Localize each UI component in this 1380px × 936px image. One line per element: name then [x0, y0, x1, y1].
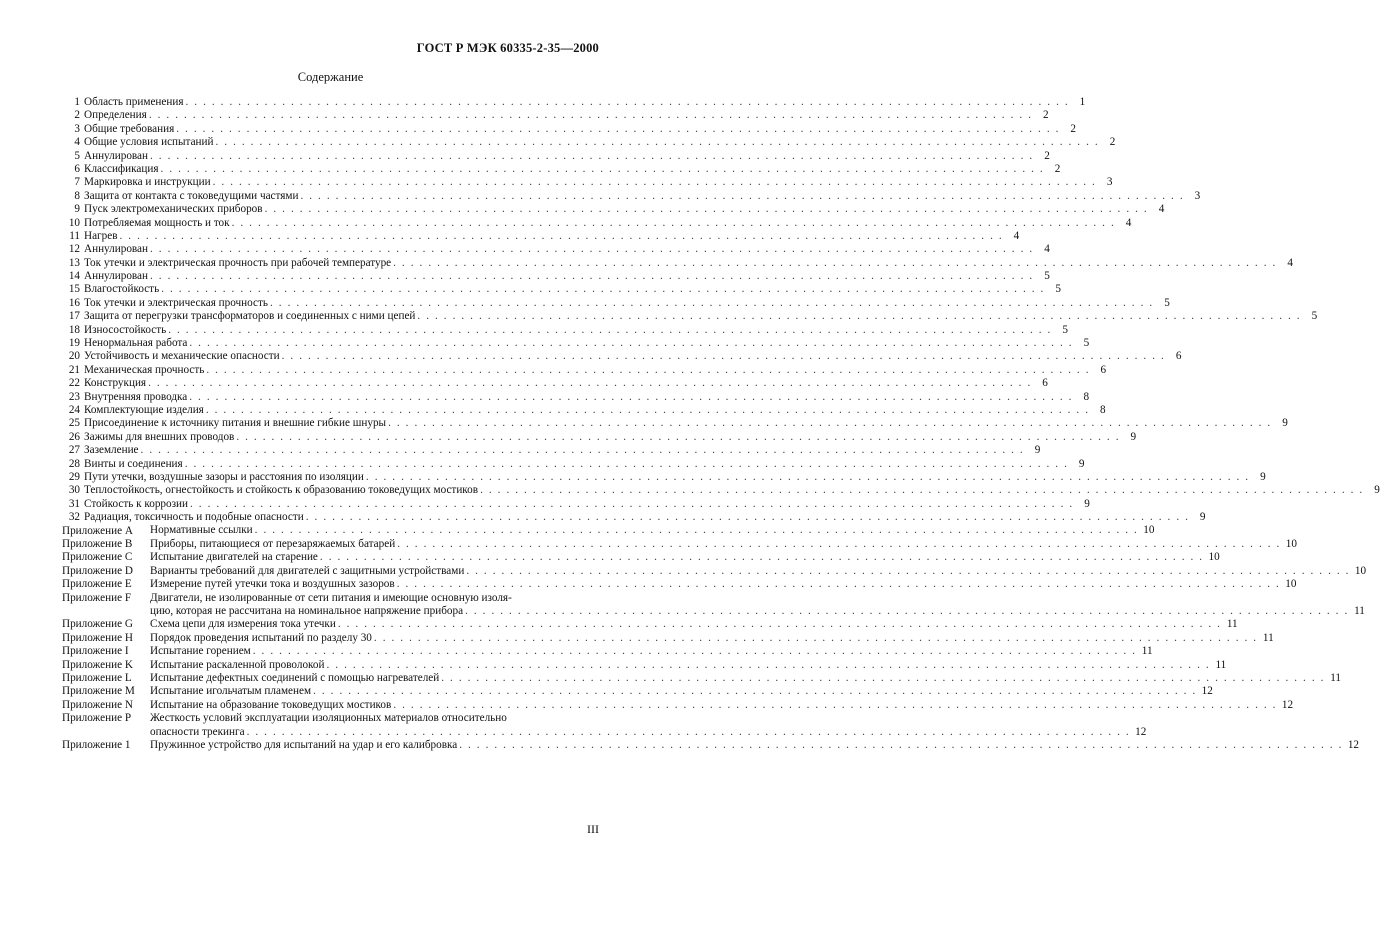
- section-page: 4: [1125, 216, 1132, 229]
- section-title: Ненормальная работа: [84, 337, 188, 350]
- section-title: Устойчивость и механические опасности: [84, 350, 280, 363]
- dot-leader: [150, 243, 1034, 256]
- appendix-title: Нормативные ссылки: [150, 524, 253, 537]
- appendix-title-line: [150, 659, 1226, 672]
- appendix-page: 10: [1285, 537, 1297, 550]
- section-page: 3: [1194, 189, 1201, 202]
- appendix-title: цию, которая не рассчитана на номинальное напряжение прибора: [150, 604, 464, 617]
- appendix-body: [150, 739, 1359, 752]
- toc-appendix-entry[interactable]: [62, 645, 1153, 658]
- toc-appendix-entry[interactable]: [62, 658, 1227, 672]
- appendix-title: Схема цепи для измерения тока утечки: [150, 618, 336, 631]
- section-title: Пути утечки, воздушные зазоры и расстояния по изоляции: [84, 470, 364, 483]
- section-title: Ток утечки и электрическая прочность: [84, 296, 268, 309]
- section-title: Ток утечки и электрическая прочность при рабочей температуре: [84, 256, 392, 269]
- dot-leader: [441, 672, 1325, 685]
- section-number: 17: [68, 310, 80, 323]
- section-title: Зажимы для внешних проводов: [84, 430, 235, 443]
- toc-entry[interactable]: [62, 256, 1293, 270]
- toc-entry[interactable]: [62, 176, 1113, 189]
- toc-entry[interactable]: [62, 270, 1050, 283]
- appendix-title-line: [150, 538, 1297, 551]
- appendix-label: Приложение A: [62, 524, 133, 537]
- appendix-label: Приложение K: [62, 658, 133, 671]
- section-title: Общие условия испытаний: [84, 136, 214, 149]
- appendix-page: 11: [1215, 658, 1227, 671]
- toc-appendix-entry[interactable]: [62, 591, 1365, 619]
- section-number: 4: [74, 136, 80, 149]
- appendix-page: 11: [1262, 631, 1274, 644]
- section-number: 18: [68, 323, 80, 336]
- dot-leader: [270, 297, 1154, 310]
- toc-entry[interactable]: [62, 310, 1318, 323]
- section-title: Пуск электромеханических приборов: [84, 203, 263, 216]
- appendix-body: [150, 672, 1341, 685]
- section-title: Область применения: [84, 95, 184, 108]
- section-number: 29: [68, 470, 80, 483]
- toc-appendix-entry[interactable]: [62, 578, 1297, 591]
- section-page: 2: [1070, 122, 1077, 135]
- toc-entry[interactable]: [62, 109, 1049, 122]
- dot-leader: [366, 471, 1250, 484]
- toc-appendix-entry[interactable]: [62, 738, 1359, 752]
- section-number: 30: [68, 484, 80, 497]
- toc-appendix-entry[interactable]: [62, 551, 1220, 564]
- toc-entry[interactable]: [62, 323, 1068, 337]
- section-page: 2: [1044, 149, 1050, 162]
- section-title: Теплостойкость, огнестойкость и стойкость к образованию токоведущих мостиков: [84, 484, 479, 497]
- toc-entry[interactable]: [62, 470, 1266, 484]
- toc-appendix-entry[interactable]: [62, 685, 1213, 698]
- dot-leader: [320, 551, 1204, 564]
- section-number: 24: [68, 403, 80, 416]
- section-page: 2: [1054, 162, 1061, 175]
- dot-leader: [206, 364, 1090, 377]
- section-page: 5: [1164, 296, 1170, 309]
- appendix-title-line: [150, 605, 1365, 618]
- section-page: 4: [1013, 229, 1020, 242]
- section-page: 2: [1109, 136, 1116, 149]
- section-page: 9: [1130, 430, 1137, 443]
- appendix-label: Приложение B: [62, 537, 133, 550]
- section-page: 1: [1079, 95, 1086, 108]
- appendix-title: Испытание на образование токоведущих мостиков: [150, 698, 392, 711]
- appendix-body: [150, 592, 1365, 619]
- appendix-page: 10: [1143, 524, 1155, 537]
- toc-entry[interactable]: [62, 162, 1061, 176]
- appendix-label: Приложение N: [62, 698, 133, 711]
- dot-leader: [185, 96, 1069, 109]
- section-title: Аннулирован: [84, 149, 148, 162]
- appendix-body: [150, 632, 1274, 645]
- appendix-title: Испытание игольчатым пламенем: [150, 685, 312, 698]
- appendix-title-line: [150, 712, 1146, 725]
- toc-entry[interactable]: [62, 203, 1165, 216]
- appendix-title-line: [150, 578, 1296, 591]
- toc-entry[interactable]: [62, 229, 1020, 243]
- dot-leader: [465, 605, 1349, 618]
- appendix-title: Испытание двигателей на старение: [150, 551, 318, 564]
- appendix-title-line: [150, 699, 1293, 712]
- section-number: 16: [68, 296, 80, 309]
- dot-leader: [417, 310, 1301, 323]
- dot-leader: [216, 136, 1100, 149]
- section-number: 9: [74, 203, 80, 216]
- appendix-title: Приборы, питающиеся от перезаряжаемых батарей: [150, 537, 396, 550]
- section-number: 19: [68, 337, 80, 350]
- appendix-label: Приложение E: [62, 578, 132, 591]
- toc-entry[interactable]: [62, 136, 1116, 149]
- dot-leader: [168, 324, 1052, 337]
- dot-leader: [466, 565, 1350, 578]
- appendix-page: 12: [1201, 685, 1213, 698]
- dot-leader: [459, 739, 1343, 752]
- appendix-page: 11: [1354, 604, 1365, 617]
- toc-entry[interactable]: [62, 430, 1137, 444]
- section-number: 13: [68, 256, 80, 269]
- toc-appendix-entry[interactable]: [62, 712, 1147, 739]
- section-title: Влагостойкость: [84, 283, 160, 296]
- appendix-body: [150, 538, 1297, 551]
- section-page: 9: [1282, 417, 1288, 430]
- appendix-label: Приложение L: [62, 671, 132, 684]
- toc-entry[interactable]: [62, 484, 1380, 497]
- dot-leader: [393, 699, 1277, 712]
- appendix-title-line: [150, 565, 1366, 578]
- dot-leader: [189, 391, 1073, 404]
- dot-leader: [190, 498, 1074, 511]
- appendix-body: [150, 685, 1213, 698]
- toc-entry[interactable]: [62, 296, 1170, 310]
- appendix-title: Порядок проведения испытаний по разделу 30: [150, 631, 372, 644]
- appendix-page: 12: [1347, 738, 1359, 751]
- section-number: 2: [74, 109, 80, 122]
- section-title: Износостойкость: [84, 323, 167, 336]
- toc-entry[interactable]: [62, 95, 1086, 109]
- toc-appendix-entry[interactable]: [62, 671, 1342, 685]
- appendix-label: Приложение P: [62, 712, 132, 725]
- toc-entry[interactable]: [62, 497, 1090, 511]
- dot-leader: [255, 524, 1139, 537]
- toc-appendix-entry[interactable]: [62, 618, 1238, 631]
- appendix-title: Испытание горением: [150, 645, 251, 658]
- dot-leader: [161, 283, 1045, 296]
- appendix-label: Приложение I: [62, 645, 129, 658]
- section-number: 3: [74, 122, 80, 135]
- section-title: Классификация: [84, 162, 159, 175]
- appendix-page: 11: [1141, 645, 1153, 658]
- dot-leader: [161, 163, 1045, 176]
- appendix-page: 10: [1285, 578, 1297, 591]
- appendix-body: [150, 645, 1153, 658]
- dot-leader: [189, 337, 1073, 350]
- table-of-contents: [62, 95, 1380, 752]
- dot-leader: [236, 431, 1120, 444]
- section-page: 4: [1158, 203, 1165, 216]
- section-number: 15: [68, 283, 80, 296]
- appendix-label: Приложение C: [62, 551, 133, 564]
- appendix-title-line: [150, 739, 1359, 752]
- appendix-title-line: [150, 592, 1365, 605]
- section-number: 28: [68, 457, 80, 470]
- section-page: 5: [1044, 270, 1050, 283]
- dot-leader: [150, 270, 1034, 283]
- dot-leader: [282, 350, 1166, 363]
- section-number: 1: [74, 95, 80, 108]
- section-page: 5: [1055, 283, 1061, 296]
- appendix-title: Варианты требований для двигателей с защитными устройствами: [150, 564, 465, 577]
- appendix-title: Измерение путей утечки тока и воздушных зазоров: [150, 578, 395, 591]
- appendix-label: Приложение H: [62, 631, 133, 644]
- dot-leader: [141, 444, 1025, 457]
- dot-leader: [326, 659, 1210, 672]
- section-page: 5: [1083, 337, 1090, 350]
- section-number: 20: [68, 350, 80, 363]
- section-page: 2: [1043, 109, 1049, 122]
- section-title: Защита от контакта с токоведущими частями: [84, 189, 299, 202]
- appendix-title-line: [150, 551, 1220, 564]
- dot-leader: [313, 685, 1197, 698]
- toc-entry[interactable]: [62, 511, 1206, 524]
- section-title: Определения: [84, 109, 147, 122]
- dot-leader: [397, 538, 1281, 551]
- toc-entry[interactable]: [62, 377, 1048, 390]
- section-page: 6: [1100, 363, 1107, 376]
- dot-leader: [253, 645, 1137, 658]
- section-title: Радиация, токсичность и подобные опасности: [84, 511, 304, 524]
- appendix-title-line: [150, 726, 1146, 739]
- section-page: 6: [1175, 350, 1182, 363]
- toc-entry[interactable]: [62, 189, 1201, 203]
- section-page: 6: [1042, 377, 1048, 390]
- appendix-label: Приложение 1: [62, 738, 131, 751]
- dot-leader: [150, 150, 1034, 163]
- section-title: Защита от перегрузки трансформаторов и соединенных с ними цепей: [84, 310, 416, 323]
- section-number: 10: [68, 216, 80, 229]
- dot-leader: [374, 632, 1258, 645]
- section-title: Заземление: [84, 444, 139, 457]
- section-page: 5: [1311, 310, 1318, 323]
- section-title: Аннулирован: [84, 270, 148, 283]
- dot-leader: [388, 417, 1272, 430]
- section-page: 9: [1034, 444, 1041, 457]
- toc-appendix-entry[interactable]: [62, 698, 1294, 712]
- section-title: Нагрев: [84, 229, 118, 242]
- appendix-page: 10: [1354, 564, 1367, 577]
- dot-leader: [393, 257, 1277, 270]
- dot-leader: [480, 484, 1364, 497]
- appendix-page: 10: [1208, 551, 1220, 564]
- section-title: Конструкция: [84, 377, 147, 390]
- appendix-title: Испытание дефектных соединений с помощью нагревателей: [150, 671, 440, 684]
- section-number: 26: [68, 430, 80, 443]
- appendix-body: [150, 712, 1146, 739]
- section-page: 4: [1044, 243, 1050, 256]
- section-page: 8: [1083, 390, 1090, 403]
- appendix-page: 11: [1330, 671, 1342, 684]
- dot-leader: [206, 404, 1090, 417]
- dot-leader: [265, 203, 1149, 216]
- section-title: Потребляемая мощность и ток: [84, 216, 230, 229]
- appendix-body: [150, 618, 1238, 631]
- section-number: 14: [68, 270, 80, 283]
- toc-entry[interactable]: [62, 350, 1182, 363]
- page-title: Содержание: [297, 70, 364, 84]
- section-number: 25: [68, 417, 80, 430]
- dot-leader: [306, 511, 1190, 524]
- toc-appendix-entry[interactable]: [62, 537, 1297, 551]
- appendix-body: [150, 578, 1296, 591]
- appendix-title: Пружинное устройство для испытаний на удар и его калибровка: [150, 738, 458, 751]
- appendix-label: Приложение G: [62, 618, 133, 631]
- section-number: 6: [74, 162, 80, 175]
- section-number: 8: [74, 189, 80, 202]
- appendix-title: Двигатели, не изолированные от сети питания и имеющие основную изоля-: [150, 591, 512, 604]
- appendix-body: [150, 525, 1154, 538]
- appendix-label: Приложение D: [62, 564, 133, 577]
- section-number: 31: [68, 497, 80, 510]
- section-number: 23: [68, 390, 80, 403]
- section-number: 27: [68, 444, 80, 457]
- toc-entry[interactable]: [62, 149, 1050, 163]
- section-title: Комплектующие изделия: [84, 403, 204, 416]
- appendix-title-line: [150, 618, 1238, 631]
- toc-entry[interactable]: [62, 216, 1132, 230]
- section-number: 11: [69, 229, 80, 242]
- toc-entry[interactable]: [62, 444, 1041, 457]
- toc-entry[interactable]: [62, 122, 1077, 136]
- appendix-title-line: [150, 685, 1213, 698]
- toc-appendix-entry[interactable]: [62, 524, 1155, 538]
- toc-appendix-entry[interactable]: [62, 564, 1367, 578]
- dot-leader: [148, 377, 1032, 390]
- dot-leader: [176, 123, 1060, 136]
- toc-entry[interactable]: [62, 417, 1288, 430]
- appendix-title-line: [150, 672, 1341, 685]
- dot-leader: [213, 176, 1097, 189]
- dot-leader: [149, 109, 1033, 122]
- section-title: Стойкость к коррозии: [84, 497, 188, 510]
- appendix-body: [150, 699, 1293, 712]
- toc-entry[interactable]: [62, 283, 1061, 296]
- section-page: 9: [1199, 511, 1206, 524]
- section-number: 22: [68, 377, 80, 390]
- section-page: 5: [1062, 323, 1068, 336]
- dot-leader: [397, 578, 1281, 591]
- toc-entry[interactable]: [62, 390, 1090, 404]
- dot-leader: [185, 458, 1069, 471]
- appendix-title-line: [150, 645, 1153, 658]
- section-title: Аннулирован: [84, 243, 148, 256]
- dot-leader: [232, 217, 1116, 230]
- dot-leader: [119, 230, 1003, 243]
- toc-entry[interactable]: [62, 403, 1106, 417]
- toc-entry[interactable]: [62, 243, 1050, 256]
- dot-leader: [300, 190, 1184, 203]
- section-title: Маркировка и инструкции: [84, 176, 211, 189]
- appendix-title: опасности трекинга: [150, 725, 245, 738]
- dot-leader: [338, 618, 1222, 631]
- section-number: 21: [68, 363, 80, 376]
- section-number: 32: [68, 511, 80, 524]
- section-page: 9: [1078, 457, 1085, 470]
- appendix-page: 12: [1281, 698, 1294, 711]
- section-number: 7: [74, 176, 80, 189]
- section-page: 9: [1374, 484, 1380, 497]
- section-page: 9: [1084, 497, 1090, 510]
- appendix-label: Приложение F: [62, 591, 132, 604]
- section-page: 9: [1260, 470, 1266, 483]
- section-title: Присоединение к источнику питания и внешние гибкие шнуры: [84, 417, 387, 430]
- section-page: 4: [1287, 256, 1293, 269]
- appendix-title: Испытание раскаленной проволокой: [150, 658, 325, 671]
- section-title: Винты и соединения: [84, 457, 183, 470]
- page-number: III: [587, 822, 599, 836]
- section-number: 5: [74, 149, 80, 162]
- section-page: 8: [1100, 403, 1106, 416]
- appendix-body: [150, 659, 1226, 672]
- section-page: 3: [1106, 176, 1113, 189]
- section-title: Общие требования: [84, 122, 175, 135]
- document-header: ГОСТ Р МЭК 60335-2-35—2000: [416, 41, 599, 55]
- appendix-body: [150, 551, 1220, 564]
- appendix-title-line: [150, 632, 1274, 645]
- appendix-page: 12: [1135, 725, 1147, 738]
- toc-entry[interactable]: [62, 457, 1085, 471]
- appendix-label: Приложение M: [62, 685, 135, 698]
- section-number: 12: [68, 243, 80, 256]
- appendix-page: 11: [1226, 618, 1238, 631]
- toc-entry[interactable]: [62, 337, 1090, 350]
- toc-appendix-entry[interactable]: [62, 631, 1274, 645]
- toc-entry[interactable]: [62, 363, 1107, 377]
- appendix-body: [150, 565, 1366, 578]
- dot-leader: [247, 726, 1131, 739]
- section-title: Внутренняя проводка: [84, 390, 188, 403]
- section-title: Механическая прочность: [84, 363, 205, 376]
- appendix-title-line: [150, 525, 1154, 538]
- appendix-title: Жесткость условий эксплуатации изоляционных материалов относительно: [150, 712, 507, 725]
